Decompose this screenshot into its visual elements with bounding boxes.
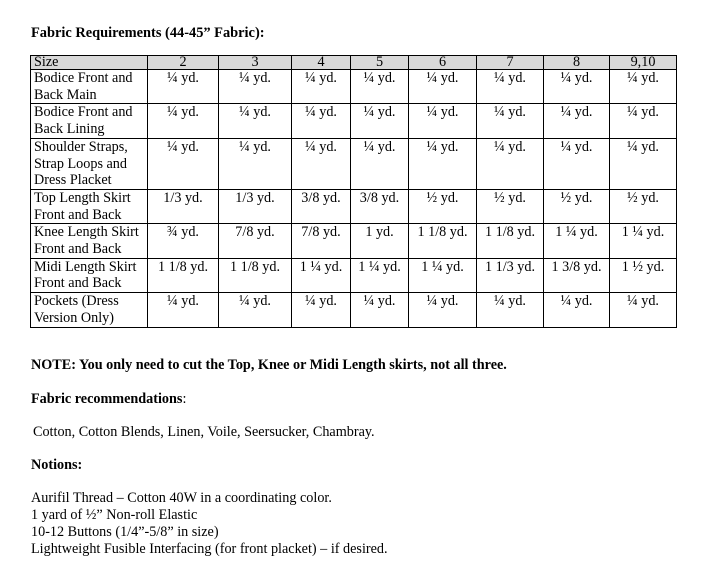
list-item: Aurifil Thread – Cotton 40W in a coordinating color. <box>31 490 332 506</box>
table-cell: ¼ yd. <box>610 104 677 138</box>
table-cell: 1 1/8 yd. <box>477 224 544 258</box>
table-cell: 1 ¼ yd. <box>544 224 610 258</box>
table-cell: ¼ yd. <box>351 104 409 138</box>
table-cell: 1 3/8 yd. <box>544 258 610 292</box>
table-cell: ¼ yd. <box>477 104 544 138</box>
table-cell: ¼ yd. <box>477 293 544 327</box>
table-cell: ¼ yd. <box>219 138 292 189</box>
table-cell: ¼ yd. <box>544 138 610 189</box>
table-row <box>31 258 677 292</box>
table-cell: ¼ yd. <box>477 70 544 104</box>
table-cell: 1 1/8 yd. <box>219 258 292 292</box>
table-cell: ¼ yd. <box>409 138 477 189</box>
row-label: Pockets (Dress Version Only) <box>31 293 148 327</box>
table-cell: 1/3 yd. <box>219 189 292 223</box>
list-item: 1 yard of ½” Non-roll Elastic <box>31 507 198 523</box>
fabric-recommendations-label: Fabric recommendations <box>31 391 183 407</box>
table-row <box>31 104 677 138</box>
table-cell: ½ yd. <box>477 189 544 223</box>
table-cell: 1 ½ yd. <box>610 258 677 292</box>
table-cell: ¼ yd. <box>351 70 409 104</box>
table-row <box>31 189 677 223</box>
table-cell: ¼ yd. <box>292 293 351 327</box>
table-cell: ¼ yd. <box>409 293 477 327</box>
header-size-2: 2 <box>148 56 219 70</box>
table-cell: ¼ yd. <box>148 293 219 327</box>
table-cell: ¼ yd. <box>219 104 292 138</box>
fabric-recommendations-colon: : <box>182 391 187 407</box>
row-label: Bodice Front and Back Main <box>31 70 148 104</box>
header-size-8: 8 <box>544 56 610 70</box>
table-cell: ¼ yd. <box>148 138 219 189</box>
table-cell: 1 1/3 yd. <box>477 258 544 292</box>
header-size-6: 6 <box>409 56 477 70</box>
table-cell: ¼ yd. <box>544 104 610 138</box>
table-cell: ¼ yd. <box>148 70 219 104</box>
table-cell: ¼ yd. <box>351 138 409 189</box>
table-cell: 1 ¼ yd. <box>409 258 477 292</box>
table-cell: ¼ yd. <box>409 104 477 138</box>
table-row <box>31 224 677 258</box>
table-cell: ¼ yd. <box>544 293 610 327</box>
header-size-7: 7 <box>477 56 544 70</box>
table-cell: ½ yd. <box>544 189 610 223</box>
table-cell: ¼ yd. <box>292 138 351 189</box>
table-cell: 7/8 yd. <box>219 224 292 258</box>
table-cell: ¼ yd. <box>292 104 351 138</box>
table-header-row <box>31 56 677 70</box>
fabric-recommendations-heading <box>31 391 186 408</box>
table-cell: ¼ yd. <box>544 70 610 104</box>
table-cell: 7/8 yd. <box>292 224 351 258</box>
table-cell: ¼ yd. <box>292 70 351 104</box>
row-label: Midi Length Skirt Front and Back <box>31 258 148 292</box>
fabric-requirements-title: Fabric Requirements (44-45” Fabric): <box>31 25 265 41</box>
table-cell: 1 ¼ yd. <box>292 258 351 292</box>
list-item: Lightweight Fusible Interfacing (for front placket) – if desired. <box>31 541 388 557</box>
table-cell: ¼ yd. <box>610 70 677 104</box>
row-label: Top Length Skirt Front and Back <box>31 189 148 223</box>
table-cell: ¼ yd. <box>219 293 292 327</box>
table-cell: 1/3 yd. <box>148 189 219 223</box>
table-cell: ½ yd. <box>610 189 677 223</box>
table-cell: ¼ yd. <box>351 293 409 327</box>
header-size: Size <box>31 56 148 70</box>
table-cell: ¼ yd. <box>610 138 677 189</box>
notions-list <box>31 490 388 558</box>
table-cell: ½ yd. <box>409 189 477 223</box>
row-label: Knee Length Skirt Front and Back <box>31 224 148 258</box>
header-size-3: 3 <box>219 56 292 70</box>
header-size-5: 5 <box>351 56 409 70</box>
table-cell: 3/8 yd. <box>351 189 409 223</box>
table-cell: ¼ yd. <box>610 293 677 327</box>
row-label: Bodice Front and Back Lining <box>31 104 148 138</box>
table-cell: 1 1/8 yd. <box>148 258 219 292</box>
table-cell: ¼ yd. <box>477 138 544 189</box>
list-item: 10-12 Buttons (1/4”-5/8” in size) <box>31 524 219 540</box>
fabric-requirements-table <box>30 55 677 328</box>
cutting-note: NOTE: You only need to cut the Top, Knee or Midi Length skirts, not all three. <box>31 357 507 373</box>
table-cell: ¼ yd. <box>148 104 219 138</box>
table-cell: 1 ¼ yd. <box>351 258 409 292</box>
table-row <box>31 293 677 327</box>
table-cell: 1 1/8 yd. <box>409 224 477 258</box>
table-cell: ¼ yd. <box>409 70 477 104</box>
notions-heading: Notions: <box>31 457 83 473</box>
header-size-9-10: 9,10 <box>610 56 677 70</box>
header-size-4: 4 <box>292 56 351 70</box>
table-row <box>31 70 677 104</box>
fabric-recommendations-text: Cotton, Cotton Blends, Linen, Voile, Seersucker, Chambray. <box>33 424 375 440</box>
table-cell: 3/8 yd. <box>292 189 351 223</box>
table-cell: 1 ¼ yd. <box>610 224 677 258</box>
table-row <box>31 138 677 189</box>
table-cell: ¾ yd. <box>148 224 219 258</box>
row-label: Shoulder Straps, Strap Loops and Dress Placket <box>31 138 148 189</box>
table-cell: ¼ yd. <box>219 70 292 104</box>
table-cell: 1 yd. <box>351 224 409 258</box>
